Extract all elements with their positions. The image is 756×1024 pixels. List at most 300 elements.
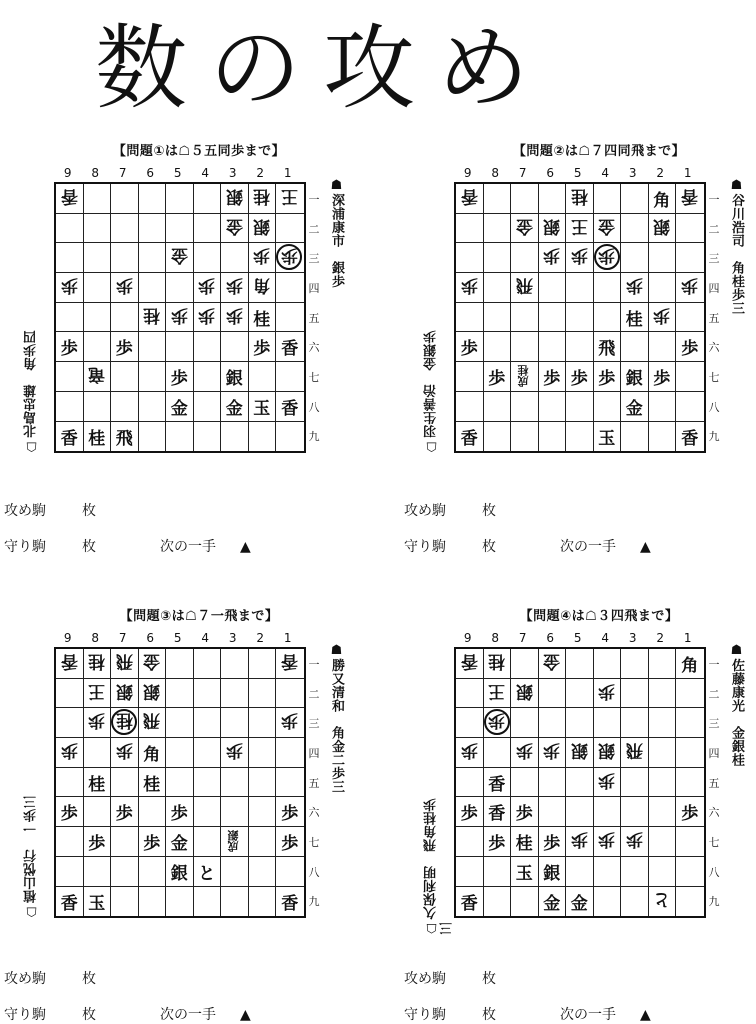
shogi-piece: 香 [281, 398, 299, 419]
board-square [139, 708, 167, 738]
board-square [456, 797, 484, 827]
board-square [594, 649, 622, 679]
board-square [484, 738, 512, 768]
board-square [456, 738, 484, 768]
shogi-piece: 歩 [60, 804, 78, 825]
shogi-piece: 香 [460, 893, 478, 914]
board-square [621, 184, 649, 214]
shogi-piece: 香 [281, 650, 299, 671]
board-square [56, 422, 84, 452]
shogi-piece: 飛 [115, 650, 133, 671]
board-square [276, 243, 304, 273]
shogi-piece: 歩 [115, 739, 133, 760]
shogi-piece: 歩 [488, 368, 506, 389]
defense-label: 守り駒 [4, 539, 46, 555]
board-square [276, 827, 304, 857]
board-square [139, 362, 167, 392]
board-square [456, 827, 484, 857]
rank-label: 五 [708, 776, 720, 790]
board-square [594, 679, 622, 709]
board-square [456, 392, 484, 422]
board-square [539, 214, 567, 244]
rank-label: 二 [308, 222, 320, 236]
board-square [276, 332, 304, 362]
board-square [276, 303, 304, 333]
shogi-piece: 角 [143, 744, 161, 765]
board-square [539, 649, 567, 679]
page-heading [95, 8, 655, 118]
shogi-piece: 金 [170, 833, 188, 854]
board-square [511, 392, 539, 422]
board-square [84, 392, 112, 422]
board-square [649, 332, 677, 362]
shogi-piece: 歩 [570, 245, 588, 266]
board-square [566, 679, 594, 709]
board-square [649, 679, 677, 709]
shogi-board [454, 647, 706, 918]
next-move-mark[interactable]: ▲ [640, 1007, 651, 1023]
board-square [539, 303, 567, 333]
board-square [166, 708, 194, 738]
board-square [221, 887, 249, 917]
board-square [566, 738, 594, 768]
board-square [676, 332, 704, 362]
board-square [221, 273, 249, 303]
defense-count[interactable]: 枚 [82, 539, 96, 555]
board-square [249, 303, 277, 333]
rank-label: 四 [708, 281, 720, 295]
file-label: 6 [546, 166, 555, 180]
sente-player [328, 178, 344, 288]
board-square [56, 797, 84, 827]
defense-count[interactable]: 枚 [82, 1007, 96, 1023]
shogi-board [54, 182, 306, 453]
board-square [511, 214, 539, 244]
board-square [484, 214, 512, 244]
board-square [566, 797, 594, 827]
board-square [621, 422, 649, 452]
board-square [111, 827, 139, 857]
shogi-piece: 歩 [198, 304, 216, 325]
board-square [139, 649, 167, 679]
shogi-piece: と [653, 888, 671, 909]
board-square [566, 708, 594, 738]
board-square [456, 273, 484, 303]
board-square [56, 184, 84, 214]
file-label: 5 [173, 166, 182, 180]
rank-label: 四 [308, 281, 320, 295]
file-label: 7 [118, 631, 127, 645]
board-square [594, 332, 622, 362]
board-square [594, 303, 622, 333]
shogi-piece: 角 [253, 274, 271, 295]
board-square [594, 708, 622, 738]
board-square [621, 738, 649, 768]
board-square [511, 768, 539, 798]
defense-row [4, 1004, 251, 1024]
rank-label: 六 [708, 806, 720, 820]
next-move-label: 次の一手 [560, 1007, 616, 1023]
board-square [594, 827, 622, 857]
board-square [194, 214, 222, 244]
shogi-piece: 金 [143, 650, 161, 671]
board-square [594, 214, 622, 244]
board-square [649, 392, 677, 422]
board-square [456, 214, 484, 244]
file-label: 3 [628, 631, 637, 645]
rank-label: 七 [708, 835, 720, 849]
shogi-piece: と [198, 863, 216, 884]
defense-label: 守り駒 [404, 539, 446, 555]
board-square [594, 887, 622, 917]
board-square [456, 708, 484, 738]
board-square [621, 214, 649, 244]
shogi-piece: 歩 [253, 339, 271, 360]
board-square [676, 184, 704, 214]
gote-name: ☖植山悦行 [24, 849, 39, 919]
board-square [539, 768, 567, 798]
board-square [249, 214, 277, 244]
shogi-piece: 角 [681, 655, 699, 676]
board-square [456, 422, 484, 452]
board-square [566, 768, 594, 798]
defense-row [404, 1004, 651, 1024]
board-square [649, 214, 677, 244]
shogi-piece: 歩 [60, 274, 78, 295]
board-square [194, 303, 222, 333]
shogi-piece: 飛 [515, 274, 533, 295]
board-square [139, 738, 167, 768]
board-square [676, 243, 704, 273]
next-move-label: 次の一手 [160, 1007, 216, 1023]
board-square [56, 243, 84, 273]
shogi-piece: 玉 [515, 863, 533, 884]
file-label: 4 [201, 631, 210, 645]
board-square [456, 649, 484, 679]
board-square [166, 303, 194, 333]
board-square [84, 422, 112, 452]
board-square [221, 303, 249, 333]
file-label: 6 [146, 166, 155, 180]
board-square [84, 273, 112, 303]
board-square [621, 649, 649, 679]
shogi-piece: 桂 [253, 185, 271, 206]
board-square [456, 243, 484, 273]
board-square [539, 857, 567, 887]
board-square [511, 332, 539, 362]
board-square [139, 214, 167, 244]
board-square [249, 827, 277, 857]
problem-title: 【問題④は☖３四飛まで】 [519, 609, 679, 624]
board-square [276, 887, 304, 917]
board-square [194, 857, 222, 887]
board-square [56, 303, 84, 333]
board-square [221, 392, 249, 422]
board-square [484, 708, 512, 738]
board-square [84, 738, 112, 768]
shogi-piece: 歩 [653, 368, 671, 389]
board-square [484, 887, 512, 917]
board-square [221, 184, 249, 214]
board-square [649, 857, 677, 887]
board-square [56, 857, 84, 887]
shogi-piece: 王 [570, 215, 588, 236]
board-square [649, 273, 677, 303]
board-square [676, 422, 704, 452]
board-square [56, 768, 84, 798]
file-label: 8 [91, 166, 100, 180]
rank-label: 一 [708, 192, 720, 206]
shogi-piece: 歩 [488, 710, 506, 731]
rank-label: 六 [708, 341, 720, 355]
board-square [249, 768, 277, 798]
shogi-piece: 歩 [281, 804, 299, 825]
board-square [194, 184, 222, 214]
board-square [566, 243, 594, 273]
file-label: 7 [518, 631, 527, 645]
file-label: 7 [518, 166, 527, 180]
attack-row [4, 968, 96, 988]
board-square [194, 738, 222, 768]
board-square [221, 827, 249, 857]
board-square [566, 214, 594, 244]
board-square [111, 273, 139, 303]
board-square [111, 857, 139, 887]
rank-label: 九 [708, 430, 720, 444]
board-square [676, 738, 704, 768]
board-square [566, 649, 594, 679]
board-square [539, 332, 567, 362]
sente-player [328, 643, 344, 794]
board-square [111, 738, 139, 768]
shogi-piece: 金 [543, 893, 561, 914]
board-square [139, 184, 167, 214]
board-square [84, 797, 112, 827]
next-move-mark[interactable]: ▲ [640, 539, 651, 555]
file-label: 9 [463, 631, 472, 645]
rank-label: 二 [708, 687, 720, 701]
board-square [111, 184, 139, 214]
board-square [221, 679, 249, 709]
gote-name: ☖羽生善治 [424, 384, 439, 454]
gote-player [424, 795, 456, 935]
shogi-piece: 桂 [88, 650, 106, 671]
board-square [166, 184, 194, 214]
board-square [649, 738, 677, 768]
board-square [194, 243, 222, 273]
board-square [539, 738, 567, 768]
board-square [111, 649, 139, 679]
board-square [649, 649, 677, 679]
board-square [511, 422, 539, 452]
shogi-piece: 飛 [143, 710, 161, 731]
shogi-piece: 桂 [88, 428, 106, 449]
gote-player [24, 330, 40, 454]
board-square [249, 857, 277, 887]
heading-text: 数の攻め [95, 15, 552, 118]
file-label: 3 [228, 166, 237, 180]
board-square [84, 243, 112, 273]
board-square [84, 679, 112, 709]
defense-label: 守り駒 [4, 1007, 46, 1023]
next-move-mark[interactable]: ▲ [240, 1007, 251, 1023]
board-square [566, 857, 594, 887]
shogi-piece: 歩 [281, 833, 299, 854]
board-square [111, 768, 139, 798]
board-square [539, 184, 567, 214]
board-square [456, 362, 484, 392]
file-label: 8 [91, 631, 100, 645]
file-label: 4 [201, 166, 210, 180]
shogi-piece: 桂 [253, 309, 271, 330]
board-square [484, 768, 512, 798]
board-square [221, 649, 249, 679]
board-square [111, 392, 139, 422]
next-move-mark[interactable]: ▲ [240, 539, 251, 555]
board-square [594, 768, 622, 798]
board-square [539, 273, 567, 303]
board-square [621, 887, 649, 917]
shogi-piece: 金 [225, 398, 243, 419]
sente-name: ☗深浦康市 [329, 178, 344, 248]
shogi-piece: 歩 [460, 274, 478, 295]
shogi-piece: 歩 [681, 804, 699, 825]
rank-label: 五 [308, 776, 320, 790]
attack-count[interactable]: 枚 [82, 503, 96, 519]
board-square [166, 857, 194, 887]
rank-labels [307, 184, 321, 451]
board-square [539, 243, 567, 273]
board-square [194, 273, 222, 303]
board-square [194, 679, 222, 709]
board-square [621, 857, 649, 887]
board-square [621, 303, 649, 333]
board-square [221, 768, 249, 798]
shogi-piece: 歩 [570, 828, 588, 849]
board-square [484, 184, 512, 214]
board-square [621, 273, 649, 303]
board-square [621, 679, 649, 709]
gote-hand: 金銀歩 [424, 330, 439, 371]
board-square [276, 679, 304, 709]
attack-count[interactable]: 枚 [82, 971, 96, 987]
next-move-label: 次の一手 [160, 539, 216, 555]
shogi-piece: 歩 [488, 833, 506, 854]
shogi-piece: 歩 [88, 833, 106, 854]
gote-name: ☖久保利明 [424, 865, 439, 935]
board-square [56, 649, 84, 679]
board-square [276, 649, 304, 679]
board-square [56, 392, 84, 422]
shogi-piece: 香 [681, 428, 699, 449]
gote-hand: 飛角桂歩三 [424, 798, 455, 935]
file-label: 9 [63, 631, 72, 645]
problem-1 [14, 140, 384, 470]
board-square [456, 184, 484, 214]
board-square [139, 887, 167, 917]
board-square [566, 392, 594, 422]
file-label: 6 [546, 631, 555, 645]
attack-count[interactable]: 枚 [482, 503, 496, 519]
defense-label: 守り駒 [404, 1007, 446, 1023]
board-square [84, 649, 112, 679]
shogi-piece: 飛 [625, 739, 643, 760]
board-square [676, 887, 704, 917]
board-square [194, 362, 222, 392]
shogi-piece: 金 [170, 398, 188, 419]
defense-count[interactable]: 枚 [482, 1007, 496, 1023]
shogi-piece: 銀 [225, 368, 243, 389]
board-square [166, 392, 194, 422]
board-square [194, 768, 222, 798]
board-square [276, 422, 304, 452]
board-square [566, 332, 594, 362]
shogi-piece: 歩 [515, 739, 533, 760]
shogi-piece: 飛 [598, 339, 616, 360]
file-label: 6 [146, 631, 155, 645]
rank-label: 九 [308, 895, 320, 909]
board-square [56, 332, 84, 362]
board-square [511, 649, 539, 679]
file-label: 8 [491, 631, 500, 645]
shogi-piece: 桂 [143, 304, 161, 325]
board-square [139, 679, 167, 709]
board-square [56, 273, 84, 303]
shogi-piece: 歩 [543, 245, 561, 266]
board-square [111, 797, 139, 827]
board-square [194, 797, 222, 827]
defense-row [404, 536, 651, 556]
board-square [621, 797, 649, 827]
shogi-piece: 成銀 [227, 830, 241, 853]
shogi-piece: 歩 [543, 368, 561, 389]
board-square [221, 332, 249, 362]
board-square [676, 768, 704, 798]
shogi-piece: 歩 [543, 739, 561, 760]
board-square [539, 797, 567, 827]
rank-label: 六 [308, 806, 320, 820]
board-square [676, 303, 704, 333]
board-square [111, 303, 139, 333]
rank-label: 二 [308, 687, 320, 701]
file-label: 8 [491, 166, 500, 180]
gote-player [24, 795, 40, 919]
board-square [249, 708, 277, 738]
board-square [649, 768, 677, 798]
board-square [511, 857, 539, 887]
shogi-piece: 歩 [598, 828, 616, 849]
board-square [676, 214, 704, 244]
board-square [56, 887, 84, 917]
attack-count[interactable]: 枚 [482, 971, 496, 987]
shogi-piece: 歩 [225, 304, 243, 325]
board-square [56, 738, 84, 768]
board-square [111, 679, 139, 709]
board-square [594, 422, 622, 452]
rank-label: 五 [708, 311, 720, 325]
board-square [276, 797, 304, 827]
board-square [621, 827, 649, 857]
board-square [276, 362, 304, 392]
rank-label: 七 [708, 370, 720, 384]
board-square [194, 649, 222, 679]
board-square [484, 243, 512, 273]
board-square [194, 887, 222, 917]
file-label: 1 [283, 166, 292, 180]
board-square [484, 649, 512, 679]
shogi-piece: 金 [625, 398, 643, 419]
defense-count[interactable]: 枚 [482, 539, 496, 555]
